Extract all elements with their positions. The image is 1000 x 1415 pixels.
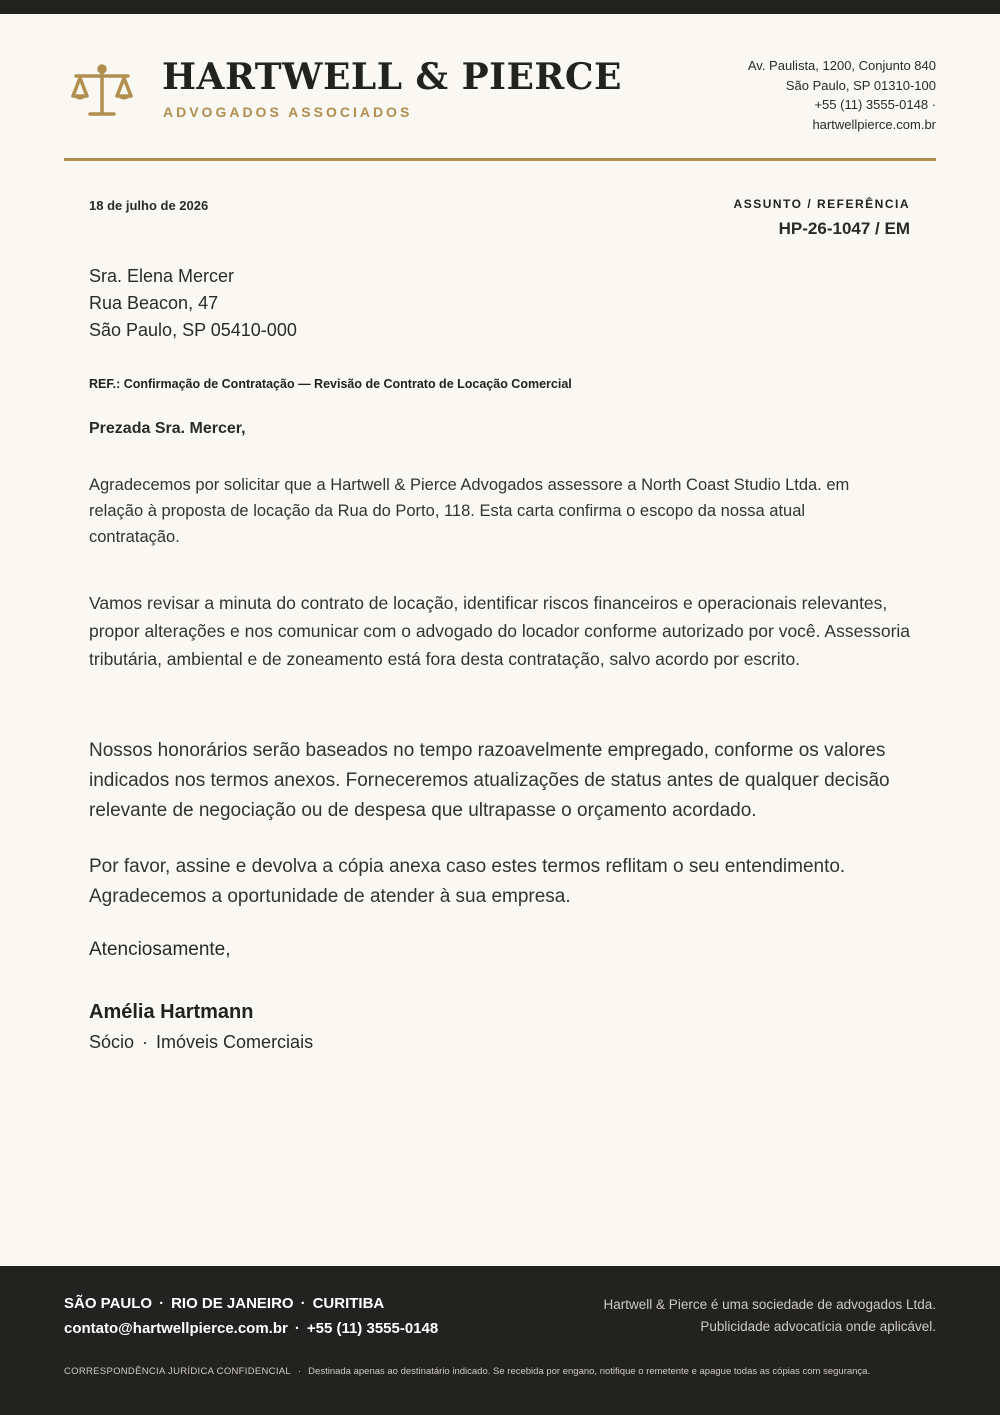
top-bar (0, 0, 1000, 14)
footer-notice-line-2: Publicidade advocatícia onde aplicável. (700, 1319, 936, 1334)
separator-dot: · (159, 1295, 165, 1312)
footer-contact (64, 1320, 438, 1337)
firm-website: hartwellpierce.com.br (812, 116, 936, 132)
footer-city: SÃO PAULO (64, 1295, 153, 1312)
footer-email: contato@hartwellpierce.com.br (64, 1320, 288, 1337)
confidential-text: Destinada apenas ao destinatário indicado. Se recebida por engano, notifique o remetente e apague todas as cópias com segurança. (308, 1366, 871, 1377)
signatory-practice: Imóveis Comerciais (156, 1032, 314, 1052)
reference-code: HP-26-1047 / EM (778, 219, 910, 238)
firm-subtitle: ADVOGADOS ASSOCIADOS (163, 104, 413, 120)
header-divider (64, 158, 936, 161)
address-line-1: Av. Paulista, 1200, Conjunto 840 (747, 58, 936, 73)
body-paragraph-2: Vamos revisar a minuta do contrato de locação, identificar riscos financeiros e operacionais relevantes, propor alterações e nos comunicar com o advogado do locador conforme autorizado por você. Assessoria tributária, ambiental e de zoneamento está fora desta contratação, salvo acordo por escrito. (89, 593, 911, 669)
recipient-street: Rua Beacon, 47 (89, 293, 219, 313)
recipient-address (89, 263, 297, 344)
closing: Atenciosamente, (89, 939, 231, 960)
address-line-2: São Paulo, SP 01310-100 (785, 77, 936, 93)
separator-dot: · (142, 1032, 149, 1052)
letter-date: 18 de julho de 2026 (89, 198, 209, 213)
footer-phone: +55 (11) 3555-0148 (306, 1320, 439, 1337)
firm-contact-block (748, 56, 936, 134)
salutation: Prezada Sra. Mercer, (89, 420, 246, 437)
separator-dot: · (294, 1320, 300, 1337)
reference-label: ASSUNTO / REFERÊNCIA (733, 197, 910, 211)
signatory-name: Amélia Hartmann (89, 1001, 254, 1023)
recipient-name: Sra. Elena Mercer (89, 266, 235, 286)
body-paragraph-4: Por favor, assine e devolva a cópia anexa caso estes termos reflitam o seu entendimento. Agradecemos a oportunidade de atender à sua empresa. (89, 856, 846, 907)
firm-phone: +55 (11) 3555-0148 · (814, 97, 936, 112)
footer-city: CURITIBA (312, 1295, 385, 1312)
footer-notice-line-1: Hartwell & Pierce é uma sociedade de advogados Ltda. (603, 1297, 936, 1312)
scales-of-justice-icon (70, 62, 134, 120)
separator-dot: · (298, 1366, 302, 1377)
confidential-label: CORRESPONDÊNCIA JURÍDICA CONFIDENCIAL (64, 1366, 291, 1377)
body-paragraph-1: Agradecemos por solicitar que a Hartwell & Pierce Advogados assessore a North Coast Studio Ltda. em relação à proposta de locação da Rua do Porto, 118. Esta carta confirma o escopo da nossa atual contratação. (89, 476, 850, 546)
footer-cities (64, 1295, 384, 1312)
signatory-title: Sócio (89, 1032, 135, 1052)
letter-subject: REF.: Confirmação de Contratação — Revisão de Contrato de Locação Comercial (89, 377, 572, 391)
separator-dot: · (300, 1295, 306, 1312)
body-paragraph-3: Nossos honorários serão baseados no tempo razoavelmente empregado, conforme os valores indicados nos termos anexos. Forneceremos atualizações de status antes de qualquer decisão relevante de negociação ou de despesa que ultrapasse o orçamento acordado. (89, 740, 890, 821)
recipient-city: São Paulo, SP 05410-000 (89, 320, 297, 340)
confidentiality-notice (64, 1366, 870, 1377)
footer-notice (604, 1294, 936, 1338)
signatory-role (89, 1032, 313, 1053)
footer-city: RIO DE JANEIRO (171, 1295, 294, 1312)
firm-name: HARTWELL & PIERCE (162, 56, 622, 98)
footer (0, 1266, 1000, 1415)
